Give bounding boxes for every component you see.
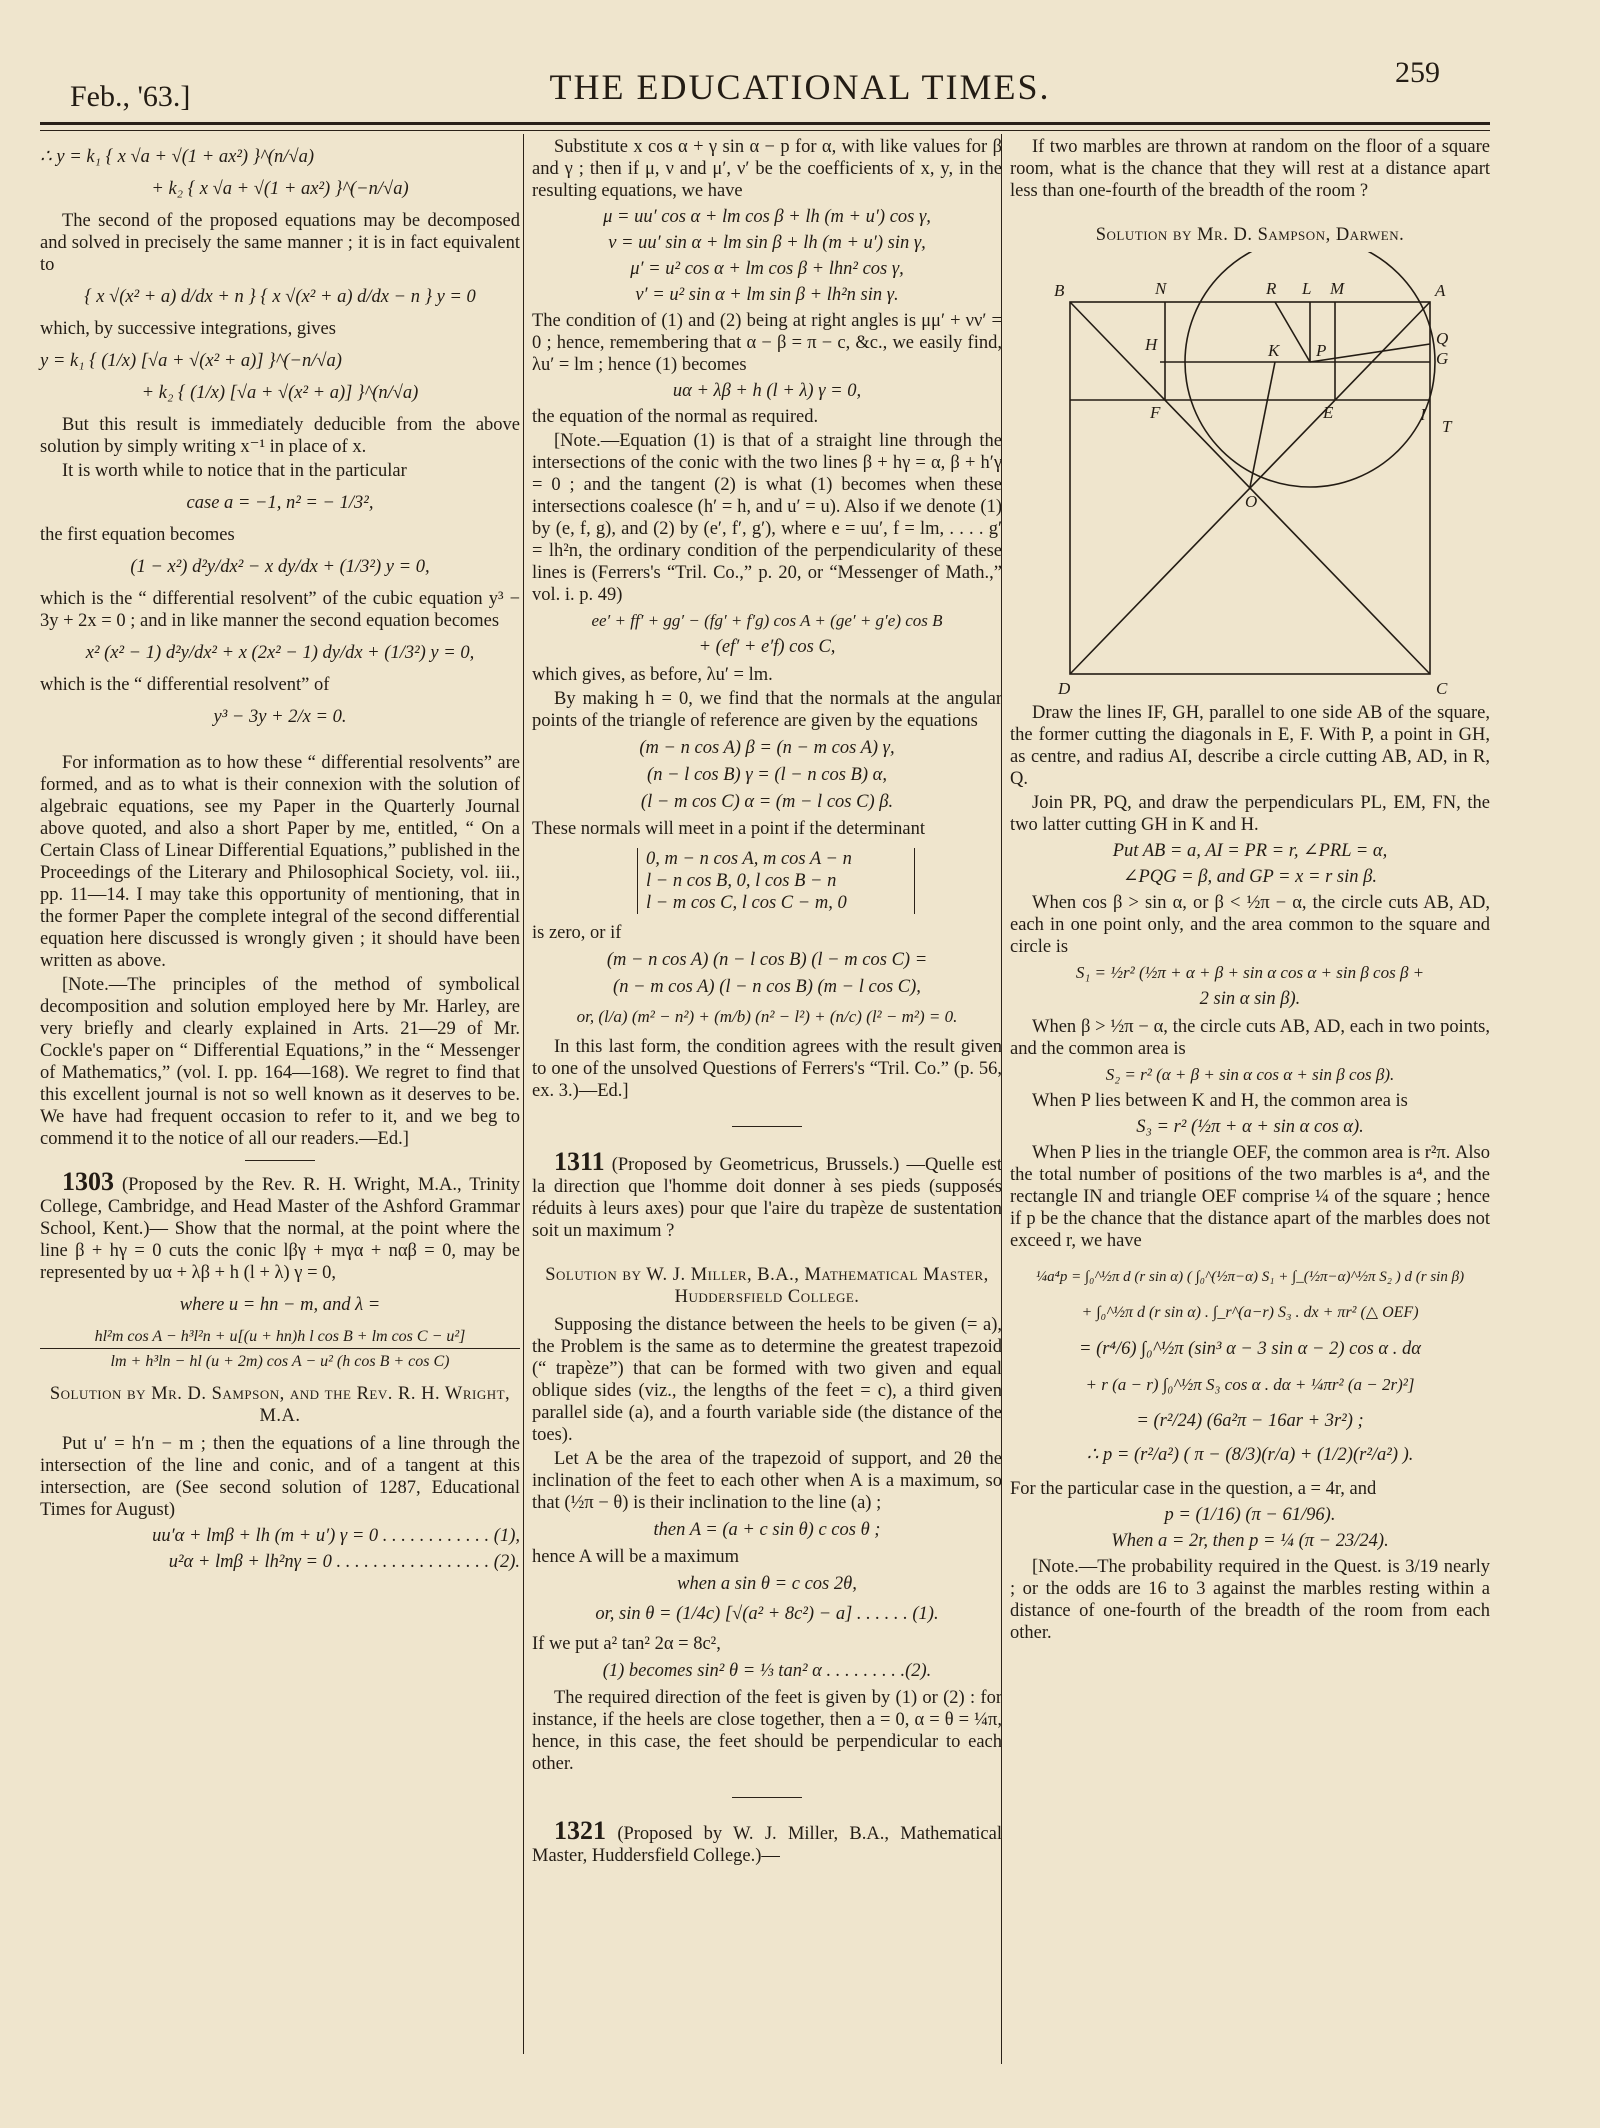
paragraph: the first equation becomes (40, 525, 235, 545)
fig-label: P (1316, 341, 1327, 360)
equation: + r (a − r) ∫₀^½π S₃ cos α . dα + ¼πr² (a − 2r)²] (1085, 1375, 1415, 1394)
paragraph: The second of the proposed equations may be decomposed and solved in precisely the same manner ; it is in fact equivalent to (40, 211, 520, 275)
section-separator (732, 1797, 802, 1798)
equation: ∴ p = (r²/a²) ( π − (8/3)(r/a) + (1/2)(r²/a²) ). (1086, 1445, 1414, 1465)
equation: = (r⁴/6) ∫₀^½π (sin³ α − 3 sin α − 2) cos α . dα (1079, 1339, 1421, 1359)
determinant-row: l − n cos B, 0, l cos B − n (646, 871, 837, 891)
fig-label: E (1323, 403, 1334, 422)
editor-note: [Note.—The principles of the method of symbolical decomposition and solution employed here by Mr. Harley, are very briefly and clearly explained in Arts. 21—29 of Mr. Cockle's paper on “ Differential Equations,” in the “ Messenger of Mathematics,” (vol. I. pp. 164—168). We regret to find that this excellent journal is not so well known as it deserves to be. We have had frequent occasion to refer to it, and we beg to commend it to the notice of all our readers.—Ed.] (40, 975, 520, 1149)
paragraph: The required direction of the feet is given by (1) or (2) : for instance, if the heels are close together, then a = 0, α = θ = ¼π, hence, in this case, the feet should be perpendicular to each other. (532, 1688, 1002, 1774)
paragraph: When β > ½π − α, the circle cuts AB, AD, each in two points, and the common area is (1010, 1017, 1490, 1059)
question-number: 1303 (62, 1167, 114, 1196)
section-separator (245, 1160, 315, 1161)
paragraph: the equation of the normal as required. (532, 407, 819, 427)
editor-note: [Note.—The probability required in the Quest. is 3/19 nearly ; or the odds are 16 to 3 against the marbles resting within a distance of one-fourth of the breadth of the room from each other. (1010, 1557, 1490, 1643)
equation: u²α + lmβ + lh²nγ = 0 . . . . . . . . . . . . . . . . . (2). (168, 1552, 520, 1572)
equation: + ∫₀^½π d (r sin α) . ∫_r^(a−r) S₃ . dx + πr² (△ OEF) (1081, 1304, 1419, 1321)
fig-label: A (1435, 281, 1446, 300)
paragraph: hence A will be a maximum (532, 1547, 740, 1567)
fig-label: G (1436, 349, 1449, 368)
determinant (637, 848, 915, 914)
equation: (l − m cos C) α = (m − l cos C) β. (640, 792, 894, 812)
question-text: (Proposed by the Rev. R. H. Wright, M.A., Trinity College, Cambridge, and Head Master of the Ashford Grammar School, Kent.)— Show that the normal, at the point where the line β + hγ = 0 cuts the conic lβγ + mγα + nαβ = 0, may be represented by uα + λβ + h (l + λ) γ = 0, (40, 1175, 521, 1283)
page-number: 259 (1395, 56, 1440, 89)
column-middle (532, 136, 1002, 2066)
equation: ee′ + ff′ + gg′ − (fg′ + f′g) cos A + (ge′ + g′e) cos B (591, 611, 943, 630)
equation: case a = −1, n² = − 1/3², (186, 493, 374, 513)
paragraph: In this last form, the condition agrees with the result given to one of the unsolved Questions of Ferrers's “Tril. Co.” (p. 56, ex. 3.)—Ed.] (532, 1037, 1002, 1101)
equation: + (ef′ + e′f) cos C, (698, 637, 836, 657)
equation: hl²m cos A − h³l²n + u[(u + hn)h l cos B + lm cos C − u²] (40, 1326, 520, 1349)
equation: ¼a⁴p = ∫₀^½π d (r sin α) ( ∫₀^(½π−α) S₁ + ∫_(½π−α)^½π S₂ ) d (r sin β) (1035, 1269, 1465, 1285)
column-right (1010, 136, 1490, 2066)
header-date: Feb., '63.] (70, 80, 191, 113)
solution-heading: Solution by Mr. D. Sampson, Darwen. (1095, 225, 1405, 245)
paragraph: Put u′ = h′n − m ; then the equations of a line through the intersection of the line and conic, and of a tangent at this intersection, are (See second solution of 1287, Educational Times for August) (40, 1434, 520, 1520)
question-text: (Proposed by W. J. Miller, B.A., Mathematical Master, Huddersfield College.)— (532, 1824, 1002, 1866)
paragraph: By making h = 0, we find that the normals at the angular points of the triangle of reference are given by the equations (532, 689, 1002, 731)
equation: μ = uu′ cos α + lm cos β + lh (m + u′) cos γ, (603, 207, 931, 227)
equation: y = k₁ { (1/x) [√a + √(x² + a)] }^(−n/√a) (40, 351, 342, 371)
equation: S₁ = ½r² (½π + α + β + sin α cos α + sin β cos β + (1075, 963, 1425, 982)
paragraph: If we put a² tan² 2α = 8c², (532, 1634, 721, 1654)
editor-note: [Note.—Equation (1) is that of a straight line through the intersections of the conic with the two lines β + hγ = α, β + h′γ = 0 ; and the tangent (2) is what (1) becomes when these intersections coalesce (h′ = h, and u′ = u). Also if we denote (1) by (e, f, g), and (2) by (e′, f′, g′), where e = uu′, f = lm, . . . . g′ = lh²n, the ordinary condition of the perpendicularity of these lines is (Ferrers's “Tril. Co.,” p. 20, or “Messenger of Math.,” vol. i. p. 49) (532, 431, 1002, 605)
equation: μ′ = u² cos α + lm cos β + lhn² cos γ, (630, 259, 904, 279)
paragraph: It is worth while to notice that in the particular (62, 461, 407, 481)
fig-label: R (1266, 279, 1277, 298)
paragraph: When P lies between K and H, the common area is (1032, 1091, 1408, 1111)
equation: 2 sin α sin β). (1199, 989, 1301, 1009)
fig-label: I (1420, 405, 1426, 424)
equation: y³ − 3y + 2/x = 0. (213, 707, 347, 727)
paragraph: Let A be the area of the trapezoid of support, and 2θ the inclination of the feet to each other when A is a maximum, so that (½π − θ) is their inclination to the line (a) ; (532, 1449, 1002, 1513)
paragraph: Draw the lines IF, GH, parallel to one side AB of the square, the former cutting the diagonals in E, F. With P, a point in GH, as centre, and radius AI, describe a circle cutting AB, AD, in R, Q. (1010, 703, 1490, 789)
fig-label: Q (1436, 329, 1449, 348)
equation: + k₂ { x √a + √(1 + ax²) }^(−n/√a) (151, 179, 409, 199)
paragraph: which is the “ differential resolvent” of (40, 675, 330, 695)
line-ok (1250, 362, 1275, 487)
determinant-row: l − m cos C, l cos C − m, 0 (646, 893, 847, 913)
line-pq (1310, 344, 1430, 362)
equation: (1 − x²) d²y/dx² − x dy/dx + (1/3²) y = 0, (130, 557, 430, 577)
equation: When a = 2r, then p = ¼ (π − 23/24). (1111, 1531, 1389, 1551)
equation: S₃ = r² (½π + α + sin α cos α). (1136, 1117, 1364, 1137)
equation: when a sin θ = c cos 2θ, (677, 1574, 857, 1594)
equation: uα + λβ + h (l + λ) γ = 0, (672, 381, 862, 401)
question-number: 1321 (554, 1816, 606, 1845)
fig-label: D (1058, 679, 1071, 698)
paragraph: But this result is immediately deducible from the above solution by simply writing x⁻¹ in place of x. (40, 415, 520, 457)
fig-label: C (1436, 679, 1448, 698)
equation: (m − n cos A) (n − l cos B) (l − m cos C) = (606, 950, 928, 970)
equation: ν′ = u² sin α + lm sin β + lh²n sin γ. (635, 285, 899, 305)
equation: (m − n cos A) β = (n − m cos A) γ, (639, 738, 895, 758)
column-divider (523, 134, 524, 2054)
geometry-figure (1040, 252, 1460, 702)
equation: p = (1/16) (π − 61/96). (1164, 1505, 1336, 1525)
header-rule (40, 122, 1490, 125)
equation: or, (l/a) (m² − n²) + (m/b) (n² − l²) + (n/c) (l² − m²) = 0. (576, 1007, 958, 1026)
paragraph: If two marbles are thrown at random on the floor of a square room, what is the chance that they will rest at a distance apart less than one-fourth of the breadth of the room ? (1010, 137, 1490, 201)
equation: = (r²/24) (6a²π − 16ar + 3r²) ; (1136, 1411, 1364, 1431)
paragraph: is zero, or if (532, 923, 622, 943)
fig-label: B (1054, 281, 1065, 300)
fig-label: T (1442, 417, 1452, 436)
paragraph: The condition of (1) and (2) being at right angles is μμ′ + νν′ = 0 ; hence, remembering that α − β = π − c, &c., we easily find, λu′ = lm ; hence (1) becomes (532, 311, 1002, 375)
column-left (40, 136, 520, 2061)
paragraph: For information as to how these “ differential resolvents” are formed, and as to what is their connexion with the solution of algebraic equations, see my Paper in the Quarterly Journal above quoted, and also a short Paper by me, entitled, “ On a Certain Class of Linear Differential Equations,” published in the Proceedings of the Literary and Philosophical Society, vol. iii., pp. 11—14. I may take this opportunity of mentioning, that in the former Paper the complete integral of the second differential equation here discussed is wrongly given ; it should have been written as above. (40, 753, 520, 971)
paragraph: which is the “ differential resolvent” of the cubic equation y³ − 3y + 2x = 0 ; and in like manner the second equation becomes (40, 589, 520, 631)
section-separator (732, 1126, 802, 1127)
equation: + k₂ { (1/x) [√a + √(x² + a)] }^(n/√a) (141, 383, 419, 403)
header-title: THE EDUCATIONAL TIMES. (549, 67, 1051, 107)
paragraph: which, by successive integrations, gives (40, 319, 336, 339)
question-text: (Proposed by Geometricus, Brussels.) —Quelle est la direction que l'homme doit donner à ses pieds (supposés réduits à leurs axes) pour que l'aire du trapèze de sustentation soit un maximum ? (532, 1155, 1002, 1241)
equation: uu′α + lmβ + lh (m + u′) γ = 0 . . . . . . . . . . . . (1), (152, 1526, 520, 1546)
fig-label: N (1155, 279, 1167, 298)
paragraph: Substitute x cos α + γ sin α − p for α, with like values for β and γ ; then if μ, ν and μ′, ν′ be the coefficients of x, y, in the resulting equations, we have (532, 137, 1002, 201)
equation: where u = hn − m, and λ = (179, 1295, 381, 1315)
equation: (n − l cos B) γ = (l − n cos B) α, (647, 765, 887, 785)
paragraph: When cos β > sin α, or β < ½π − α, the circle cuts AB, AD, each in one point only, and the area common to the square and circle is (1010, 893, 1490, 957)
equation: Put AB = a, AI = PR = r, ∠PRL = α, (1112, 841, 1388, 861)
fig-label: F (1150, 403, 1161, 422)
solution-heading: Solution by Mr. D. Sampson, and the Rev. R. H. Wright, M.A. (49, 1384, 511, 1426)
fig-label: O (1245, 492, 1258, 511)
paragraph: Supposing the distance between the heels to be given (= a), the Problem is the same as to determine the greatest trapezoid (“ trapèze”) that can be formed with two given and equal oblique sides (viz., the lengths of the feet = c), a third given parallel side (a), and a fourth variable side (the distance of the toes). (532, 1315, 1002, 1445)
header-rule-thin (40, 130, 1490, 131)
paragraph: For the particular case in the question, a = 4r, and (1010, 1479, 1377, 1499)
fig-label: K (1268, 341, 1280, 360)
fig-label: H (1145, 335, 1158, 354)
equation: ∠PQG = β, and GP = x = r sin β. (1123, 867, 1377, 887)
equation: or, sin θ = (1/4c) [√(a² + 8c²) − a] . . . . . . (1). (595, 1604, 939, 1624)
fig-label: M (1330, 279, 1345, 298)
equation: lm + h³ln − hl (u + 2m) cos A − u² (h cos B + cos C) (110, 1353, 450, 1370)
equation: (1) becomes sin² θ = ⅓ tan² α . . . . . . . . .(2). (602, 1661, 932, 1681)
equation: then A = (a + c sin θ) c cos θ ; (653, 1520, 881, 1540)
equation: (n − m cos A) (l − n cos B) (m − l cos C), (613, 977, 921, 997)
determinant-row: 0, m − n cos A, m cos A − n (646, 849, 852, 869)
equation: ν = uu′ sin α + lm sin β + lh (m + u′) sin γ, (608, 233, 926, 253)
line-pr (1275, 302, 1310, 362)
paragraph: Join PR, PQ, and draw the perpendiculars PL, EM, FN, the two latter cutting GH in K and H. (1010, 793, 1490, 835)
solution-heading: Solution by W. J. Miller, B.A., Mathematical Master, Huddersfield College. (545, 1265, 989, 1307)
equation: { x √(x² + a) d/dx + n } { x √(x² + a) d/dx − n } y = 0 (84, 287, 476, 307)
paragraph: which gives, as before, λu′ = lm. (532, 665, 773, 685)
equation: x² (x² − 1) d²y/dx² + x (2x² − 1) dy/dx + (1/3²) y = 0, (85, 643, 475, 663)
equation: S₂ = r² (α + β + sin α cos α + sin β cos β). (1105, 1065, 1395, 1084)
paragraph: When P lies in the triangle OEF, the common area is r²π. Also the total number of positions of the two marbles is a⁴, and the rectangle IN and triangle OEF comprise ¼ of the square ; hence if p be the chance that the distance apart of the marbles does not exceed r, we have (1010, 1143, 1490, 1251)
paragraph: These normals will meet in a point if the determinant (532, 819, 926, 839)
equation: ∴ y = k₁ { x √a + √(1 + ax²) }^(n/√a) (40, 147, 315, 167)
question-number: 1311 (554, 1147, 605, 1176)
fig-label: L (1302, 279, 1312, 298)
